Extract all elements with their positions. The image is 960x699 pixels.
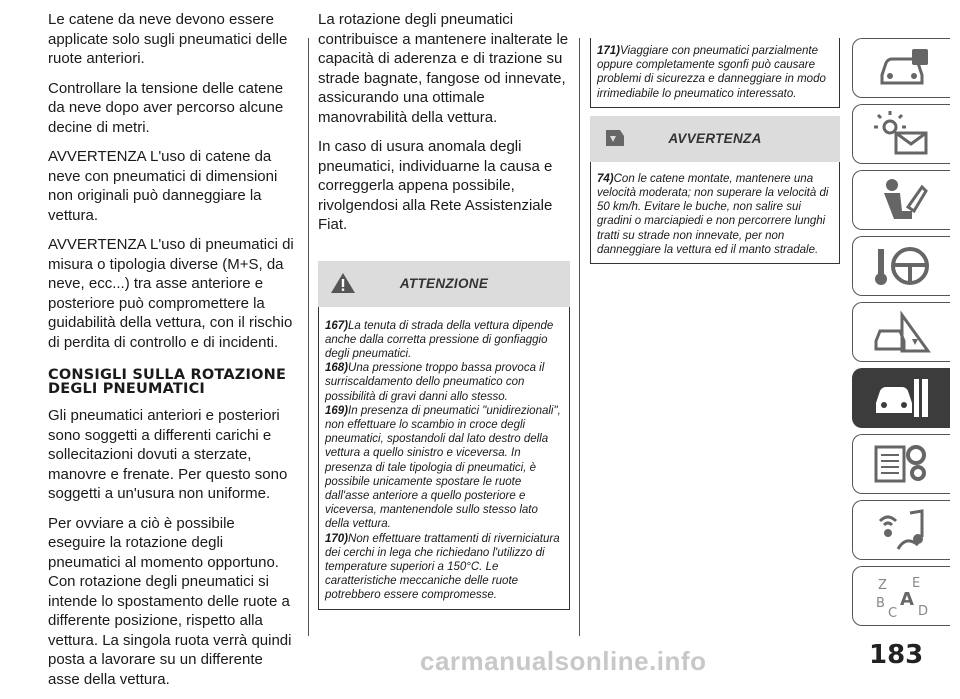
column-middle (318, 10, 570, 610)
warning-title: AVVERTENZA (668, 131, 762, 147)
svg-text:C: C (887, 606, 897, 619)
note-169 (325, 404, 563, 532)
attention-notes-box (318, 307, 570, 610)
car-info-icon (872, 45, 932, 91)
car-wrench-icon (872, 375, 932, 421)
car-warning-icon (602, 126, 628, 150)
column-right (590, 38, 840, 264)
paragraph-snow-chains-front: Le catene da neve devono essere applicate solo sugli pneumatici delle ruote anteriori. (48, 11, 288, 67)
note-171-box (590, 38, 840, 108)
attention-title: ATTENZIONE (399, 276, 489, 291)
key-steering-wheel-icon (872, 243, 932, 289)
note-text: Una pressione troppo bassa provoca il surriscaldamento dello pneumatico con possibilità di gravi danni allo stesso. (325, 362, 545, 403)
note-number: 171) (597, 45, 621, 57)
tab-servicing-maintenance[interactable] (852, 368, 950, 428)
warning-lights-message-icon (872, 111, 932, 157)
note-170 (325, 532, 563, 603)
note-text: Non effettuare trattamenti di riverniciatura dei cerchi in lega che richiedano l'utilizzo di temperature superiori a 150°C. Le caratteristiche meccaniche delle ruote potrebbero essere compromesse. (325, 532, 560, 602)
tab-warning-lights[interactable] (852, 104, 950, 164)
tab-in-an-emergency[interactable] (852, 302, 950, 362)
alphabetical-index-icon (872, 573, 932, 619)
note-number: 74) (597, 172, 614, 185)
note-74-box (590, 162, 840, 264)
paragraph-tyre-rotation: Per ovviare a ciò è possibile eseguire la rotazione degli pneumatici al momento opportuno. Con rotazione degli pneumatici si intende lo spostamento delle ruote a differente posizione, rispetto alla vettura. La singola ruota verrà quindi posta a lavorare su un differente asse della vettura. (48, 514, 292, 688)
paragraph-warning-mixed-tyres: AVVERTENZA L'uso di pneumatici di misura o tipologia diverse (M+S, da neve, ecc...) tra asse anteriore e posteriore può compromettere la guidabilità della vettura, con il rischio di perdita di controllo e di incidenti. (48, 236, 294, 351)
section-heading-tyre-rotation: CONSIGLI SULLA ROTAZIONE DEGLI PNEUMATICI (48, 367, 287, 397)
tab-starting-driving[interactable] (852, 236, 950, 296)
warning-band (590, 116, 840, 162)
note-number: 167) (325, 319, 349, 332)
chapter-tabs (852, 38, 950, 632)
car-accident-icon (872, 309, 932, 355)
attention-band (318, 261, 570, 307)
note-number: 168) (325, 362, 349, 375)
paragraph-warning-chain-size: AVVERTENZA L'uso di catene da neve con pneumatici di dimensioni non originali può danneggiare la vettura. (48, 148, 278, 224)
note-text: In presenza di pneumatici "unidirezionali", non effettuare lo scambio in croce degli pneumatici, spostandoli dal lato destro della vettura a quello sinistro e viceversa. In presenza di tale tipologia di pneumatici, è possibile unicamente spostare le ruote dall'asse anteriore a quello posteriore e viceversa, mantenendole sullo stesso lato della vettura. (325, 404, 561, 531)
note-number: 169) (325, 404, 349, 417)
tab-technical-data[interactable] (852, 434, 950, 494)
svg-text:A: A (899, 589, 914, 610)
paragraph-tyre-wear: Gli pneumatici anteriori e posteriori sono soggetti a differenti carichi e sollecitazioni dovuti a sterzate, manovre e frenate. Per questo sono soggetti a un'usura non uniforme. (48, 407, 288, 502)
tab-safety[interactable] (852, 170, 950, 230)
column-divider (308, 38, 309, 636)
note-text: La tenuta di strada della vettura dipende anche dalla corretta pressione di gonfiaggio degli pneumatici. (325, 319, 554, 360)
tab-multimedia[interactable] (852, 500, 950, 560)
svg-text:E: E (911, 576, 920, 591)
watermark: carmanualsonline.info (420, 646, 707, 676)
svg-text:D: D (917, 604, 928, 619)
note-167 (325, 319, 563, 362)
technical-data-gears-icon (872, 441, 932, 487)
column-divider (579, 38, 580, 636)
note-number: 170) (325, 532, 349, 545)
tab-index[interactable] (852, 566, 950, 626)
column-left (48, 10, 294, 699)
svg-text:Z: Z (877, 578, 887, 593)
svg-text:B: B (875, 596, 885, 611)
paragraph-abnormal-wear: In caso di usura anomala degli pneumatici, individuarne la causa e correggerla appena possibile, rivolgendosi alla Rete Assistenziale Fiat. (318, 138, 553, 233)
warning-triangle-icon (330, 271, 356, 295)
multimedia-icon (872, 507, 932, 553)
tab-knowing-the-car[interactable] (852, 38, 950, 98)
note-text: Viaggiare con pneumatici parzialmente oppure completamente sgonfi può causare problemi di sicurezza e danneggiare in modo irrimediabile lo pneumatico interessato. (597, 45, 826, 100)
note-168 (325, 361, 563, 404)
page-number: 183 (869, 640, 924, 670)
note-text: Con le catene montate, mantenere una velocità moderata; non superare la velocità di 50 km/h. Evitare le buche, non salire sui gradini o marciapiedi e non percorrere lunghi tratti su strade non innevate, per non danneggiare la vettura ed il manto stradale. (597, 172, 829, 256)
paragraph-chain-tension: Controllare la tensione delle catene da neve dopo aver percorso alcune decine di metri. (48, 79, 284, 136)
seat-safety-icon (872, 177, 932, 223)
paragraph-rotation-benefits: La rotazione degli pneumatici contribuisce a mantenere inalterate le capacità di aderenza e di trazione su strade bagnate, fangose od innevate, assicurando una ottimale manovrabilità della vettura. (318, 11, 569, 126)
